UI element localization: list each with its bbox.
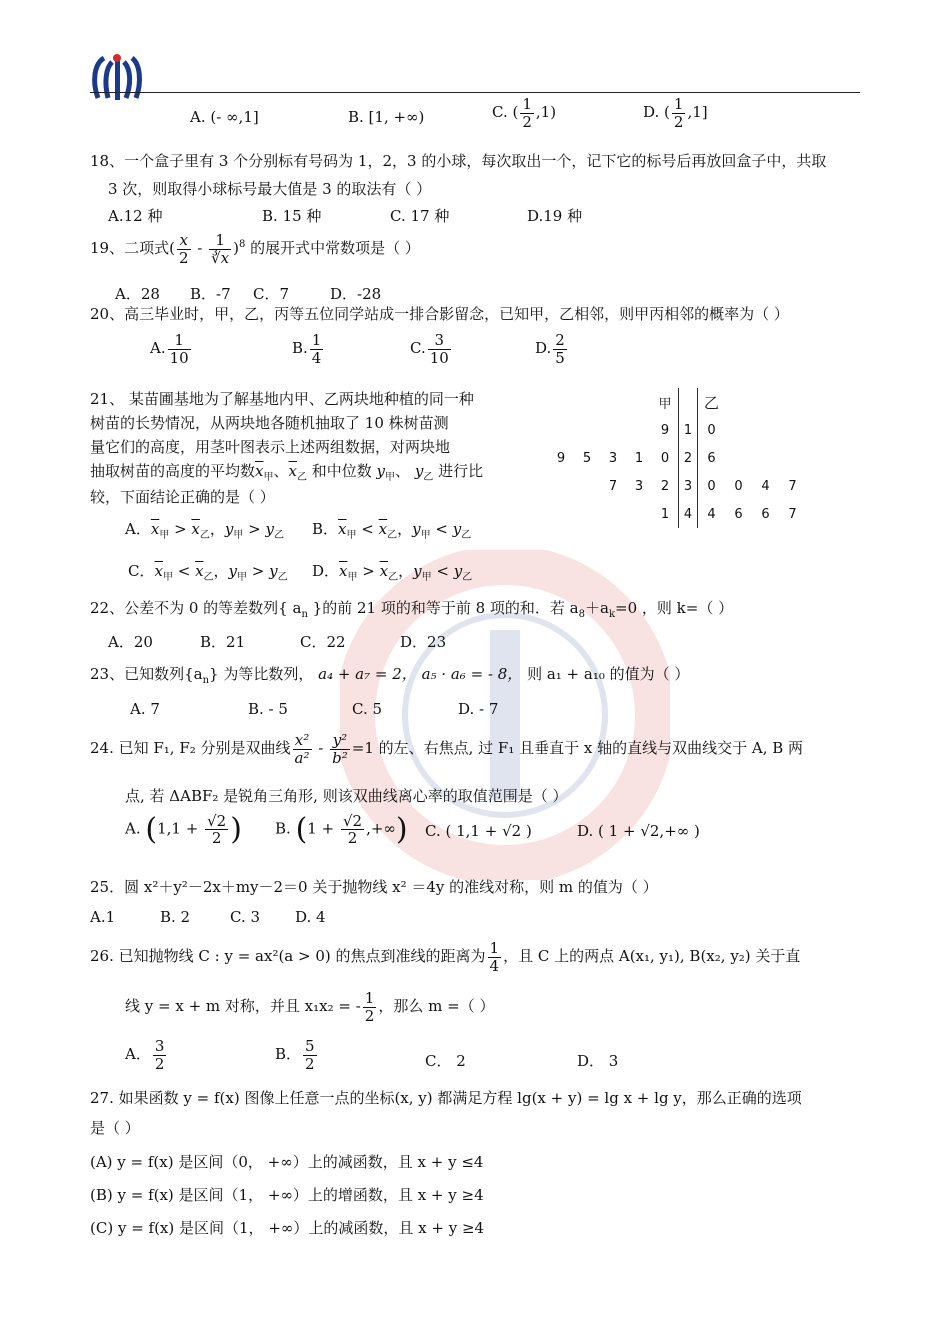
q26-line1: 26. 已知抛物线 C : y = ax²(a > 0) 的焦点到准线的距离为 $\frac{1}{4}$ ，且 C 上的两点 A(x₁, y₁), B(x₂, y₂) 关于直 xyxy=(90,939,801,975)
header-jia: 甲 xyxy=(658,396,672,412)
q23-option-c: C. 5 xyxy=(352,700,383,718)
q22-stem: 22、公差不为 0 的等差数列{ $a_n$ }的前 21 项的和等于前 8 项的和．若 $a_8+a_k=0$ ，则 k=（ ） xyxy=(90,599,734,620)
q24-line1: 24. 已知 F₁, F₂ 分别是双曲线 $\frac{\text{x²}}{\text{a²}}$ - $\frac{\text{y²}}{\text{b²}}$ =1 的左、右焦点, 过 F₁ 且垂直于 x 轴的直线与双曲线交于 A, B 两 xyxy=(90,731,804,767)
q22-option-c: C．22 xyxy=(300,633,346,651)
q21-line3: 量它们的高度，用茎叶图表示上述两组数据，对两块地 xyxy=(90,438,451,456)
q27-line2: 是（ ） xyxy=(90,1119,140,1137)
q18-option-d: D.19 种 xyxy=(527,207,583,225)
q27-option-a: (A) y = f(x) 是区间（0， +∞）上的减函数，且 x + y ≤4 xyxy=(90,1153,484,1171)
q26-option-b: B． $\frac{5}{2}$ xyxy=(275,1037,315,1073)
stem-row: 7 3 2 3 0 0 4 7 xyxy=(548,472,833,500)
q24-option-a: A. (1,1 + $\frac{√2}{2}$ ) xyxy=(125,811,242,847)
stem-leaf-plot xyxy=(548,388,833,528)
q26-option-a: A． $\frac{3}{2}$ xyxy=(125,1037,165,1073)
q20-option-d: D. $\frac{2}{5}$ xyxy=(535,331,565,367)
q26-line2: 线 y = x + m 对称，并且 x₁x₂ = - $\frac{1}{2}$ ，那么 m =（ ） xyxy=(125,989,495,1025)
q19-option-b: B．-7 xyxy=(190,285,231,303)
institute-logo xyxy=(90,52,146,106)
q18-line1: 18、一个盒子里有 3 个分别标有号码为 1，2，3 的小球，每次取出一个，记下它的标号后再放回盒子中，共取 xyxy=(90,152,827,170)
q21-option-a: A．$\overline{x}_甲 > \overline{x}_乙$，$y_甲 > y_乙$ xyxy=(125,520,284,541)
q24-line2: 点, 若 ΔABF₂ 是锐角三角形, 则该双曲线离心率的取值范围是（ ） xyxy=(125,787,568,805)
q21-line1: 21、 某苗圃基地为了解基地内甲、乙两块地种植的同一种 xyxy=(90,390,474,408)
q25-option-d: D. 4 xyxy=(295,908,326,926)
q27-option-b: (B) y = f(x) 是区间（1， +∞）上的增函数，且 x + y ≥4 xyxy=(90,1186,484,1204)
q26-option-d: D． 3 xyxy=(577,1052,619,1070)
q21-option-d: D．$\overline{x}_甲 > \overline{x}_乙$，$y_甲 < y_乙$ xyxy=(312,562,473,583)
q20-option-b: B. $\frac{1}{4}$ xyxy=(292,331,322,367)
q19-option-a: A．28 xyxy=(115,285,160,303)
q19-option-c: C．7 xyxy=(253,285,290,303)
q18-option-b: B. 15 种 xyxy=(262,207,322,225)
q22-option-b: B．21 xyxy=(200,633,246,651)
q17-option-b: B. [1, +∞) xyxy=(348,108,425,126)
stem-row: 1 4 4 6 6 7 xyxy=(548,500,833,528)
q17-option-c: C. ( $\frac{1}{2}$ ,1) xyxy=(492,95,557,131)
stem-row: 9 1 0 xyxy=(548,416,833,444)
q25-option-a: A.1 xyxy=(90,908,116,926)
q25-stem: 25．圆 x²＋y²－2x＋my－2＝0 关于抛物线 x² ＝4y 的准线对称，则 m 的值为（ ） xyxy=(90,878,658,896)
q24-option-b: B. (1 + $\frac{√2}{2}$ ,+∞) xyxy=(275,811,408,847)
q18-line2: 3 次，则取得小球标号最大值是 3 的取法有（ ） xyxy=(108,180,432,198)
q20-option-a: A. $\frac{1}{10}$ xyxy=(150,331,189,367)
q25-option-c: C. 3 xyxy=(230,908,261,926)
q25-option-b: B. 2 xyxy=(160,908,191,926)
q17-option-a: A. (- ∞,1] xyxy=(190,108,259,126)
q23-option-b: B. - 5 xyxy=(248,700,288,718)
stem-row: 9 5 3 1 0 2 6 xyxy=(548,444,833,472)
q17-option-d: D. ( $\frac{1}{2}$ ,1] xyxy=(643,95,708,131)
q20-option-c: C. $\frac{3}{10}$ xyxy=(410,331,449,367)
q18-option-a: A.12 种 xyxy=(108,207,163,225)
q23-option-d: D. - 7 xyxy=(458,700,499,718)
q22-option-d: D．23 xyxy=(400,633,447,651)
header-rule xyxy=(90,92,860,93)
q23-stem: 23、已知数列$\{a_n\}$ 为等比数列， a₄ + a₇ = 2， a₅ · a₆ = - 8， 则 a₁ + a₁₀ 的值为（ ） xyxy=(90,665,690,686)
q21-option-c: C．$\overline{x}_甲 < \overline{x}_乙$，$y_甲 > y_乙$ xyxy=(128,562,288,583)
q20-stem: 20、高三毕业时，甲，乙，丙等五位同学站成一排合影留念，已知甲，乙相邻，则甲丙相邻的概率为（ ） xyxy=(90,305,789,323)
header-yi: 乙 xyxy=(703,393,719,412)
q21-line4: 抽取树苗的高度的平均数$\overline{x}_甲$、$\overline{x}_乙$ 和中位数 $y_甲$、 $y_乙$ 进行比 xyxy=(90,462,484,483)
q26-option-c: C． 2 xyxy=(425,1052,466,1070)
q27-option-c: (C) y = f(x) 是区间（1， +∞）上的减函数，且 x + y ≥4 xyxy=(90,1219,485,1237)
q27-line1: 27. 如果函数 y = f(x) 图像上任意一点的坐标(x, y) 都满足方程 lg(x + y) = lg x + lg y，那么正确的选项 xyxy=(90,1089,802,1107)
q19-option-d: D．-28 xyxy=(330,285,382,303)
q21-option-b: B．$\overline{x}_甲 < \overline{x}_乙$，$y_甲 < y_乙$ xyxy=(312,520,472,541)
q24-option-d: D. ( 1 + √2,+∞ ) xyxy=(577,822,700,840)
q19-stem: 19、二项式( $\frac{x}{2}$ - $\frac{1}{∛x}$ )$^8$ 的展开式中常数项是（ ） xyxy=(90,231,420,267)
q22-option-a: A．20 xyxy=(108,633,153,651)
q24-option-c: C. ( 1,1 + √2 ) xyxy=(425,822,532,840)
q18-option-c: C. 17 种 xyxy=(390,207,450,225)
q21-line5: 较，下面结论正确的是（ ） xyxy=(90,488,275,506)
q23-option-a: A. 7 xyxy=(130,700,160,718)
q21-line2: 树苗的长势情况，从两块地各随机抽取了 10 株树苗测 xyxy=(90,414,449,432)
